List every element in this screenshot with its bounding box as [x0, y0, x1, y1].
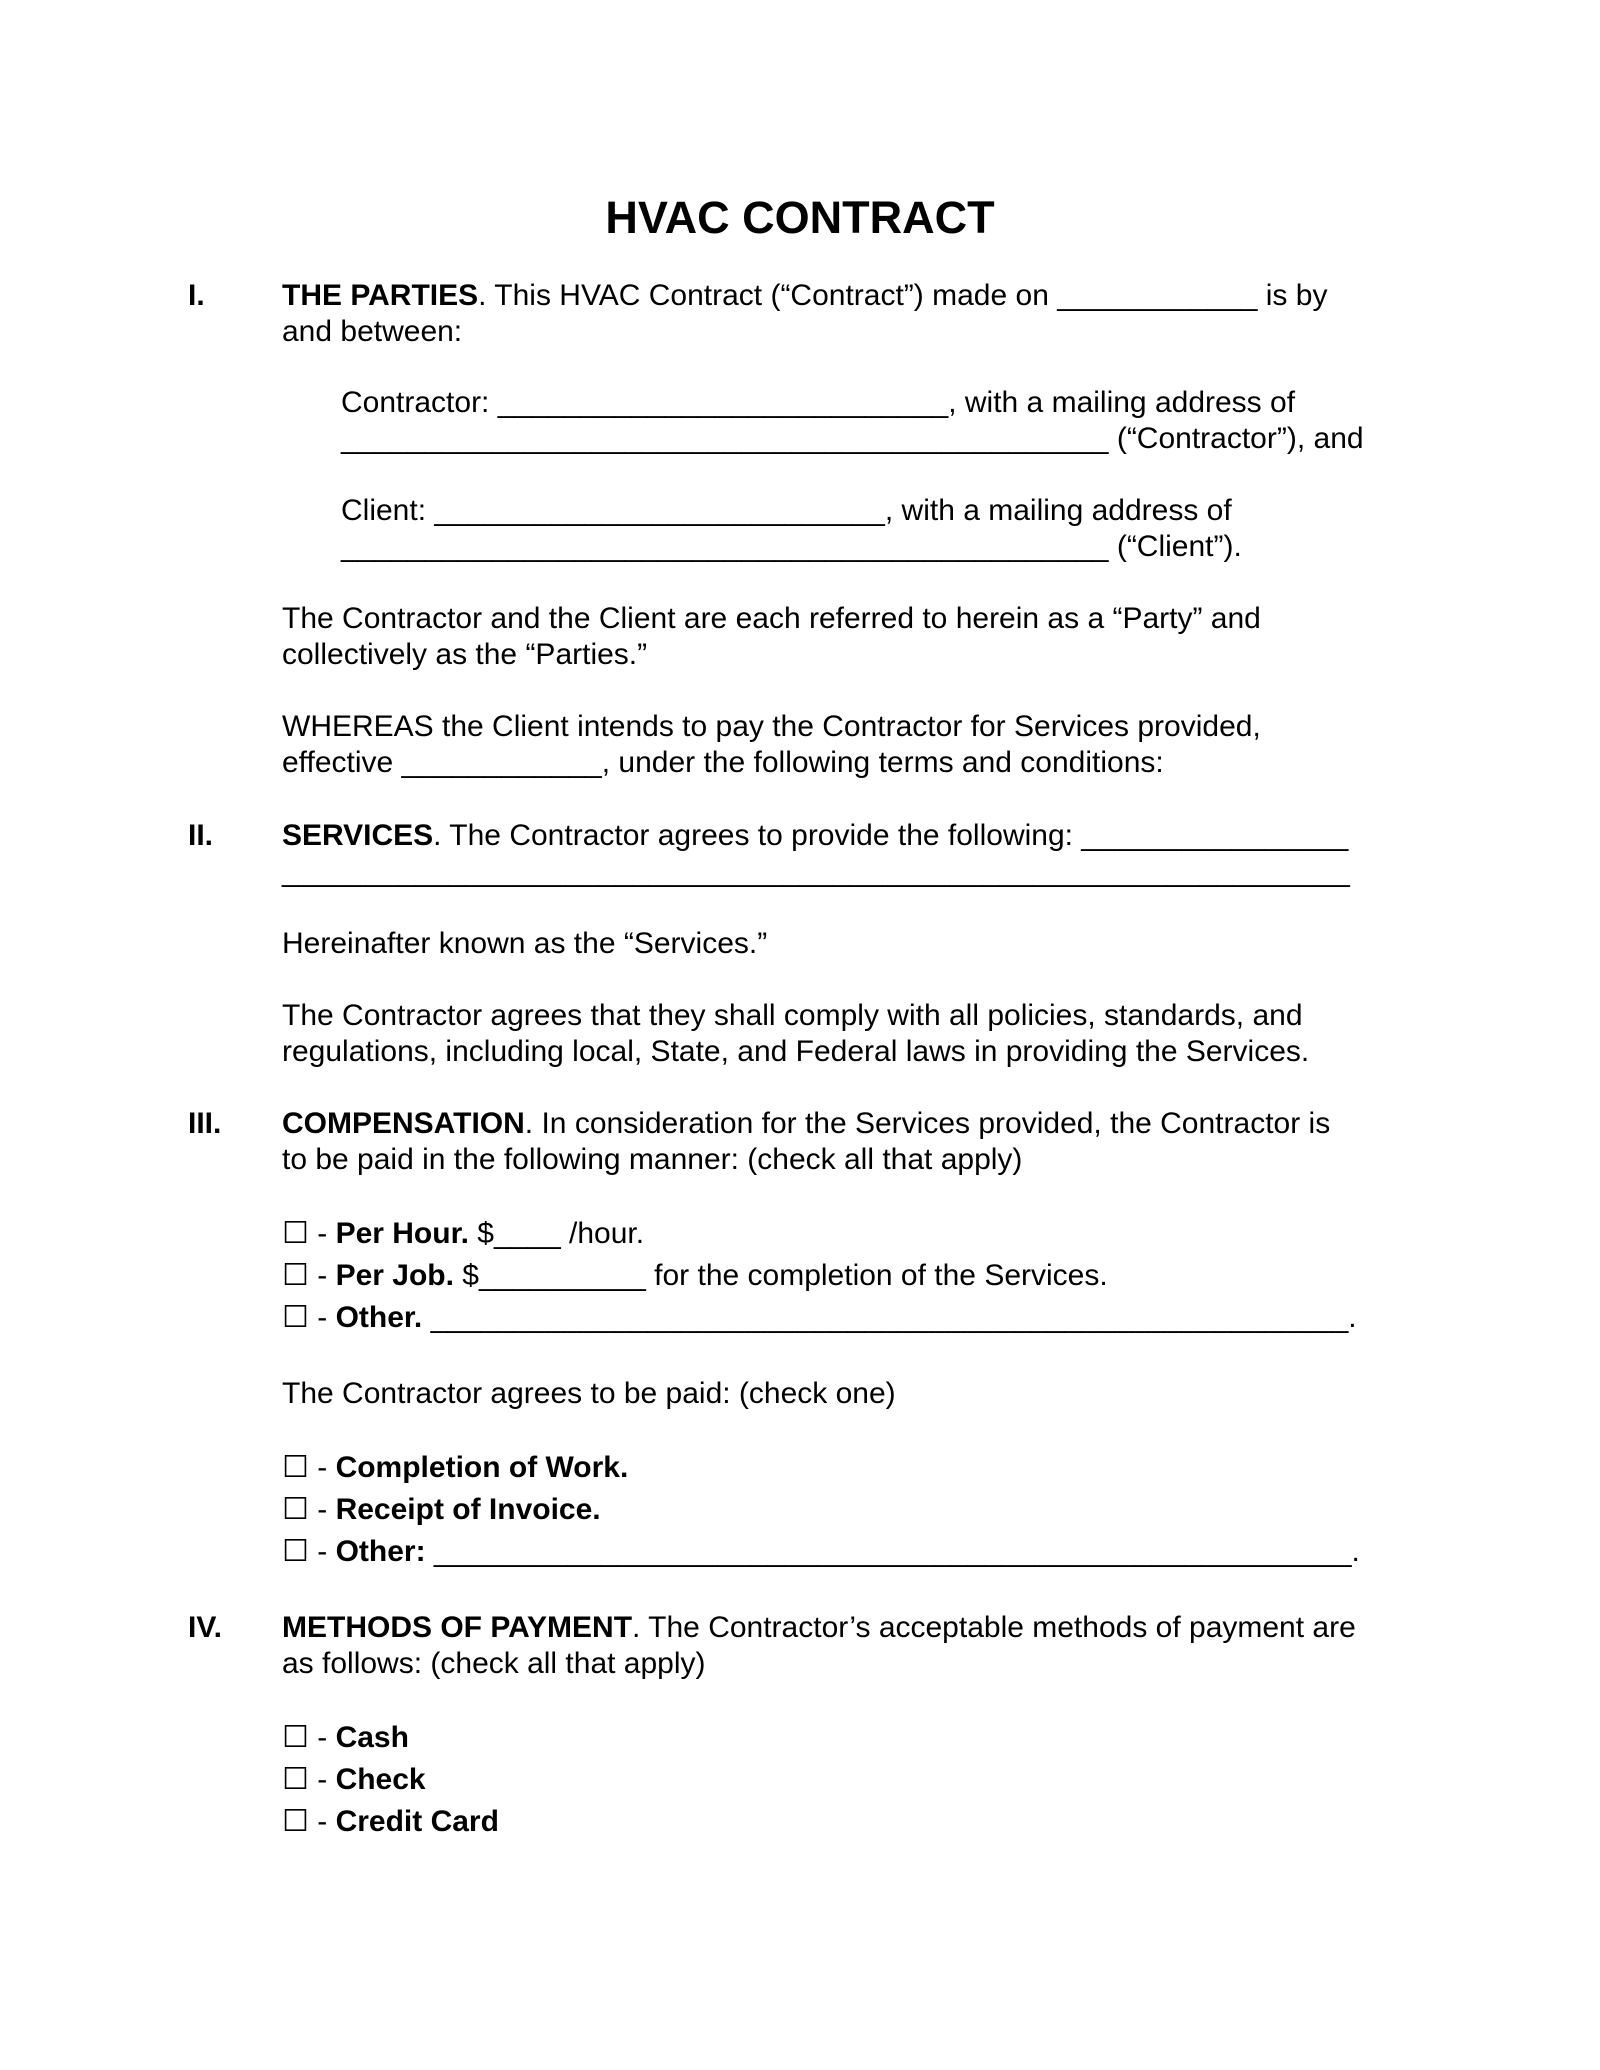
contractor-address-line: ______________________________________________ (“Contractor”), and: [341, 422, 1364, 455]
checkbox-icon[interactable]: ☐ -: [282, 1721, 336, 1754]
section-payment-intro: METHODS OF PAYMENT. The Contractor’s acceptable methods of payment are as follows: (check all that apply): [282, 1611, 1356, 1680]
section-services-intro: SERVICES. The Contractor agrees to provide the following: ________________ ________________________________________________________________: [282, 819, 1350, 888]
compensation-option-per-job[interactable]: ☐ - Per Job. $__________ for the completion of the Services.: [282, 1259, 1108, 1292]
section-number-services: II.: [188, 819, 214, 852]
checkbox-icon[interactable]: ☐ -: [282, 1259, 336, 1292]
compensation-option-other[interactable]: ☐ - Other. _______________________________________________________.: [282, 1301, 1357, 1334]
checkbox-icon[interactable]: ☐ -: [282, 1535, 336, 1568]
section-compensation-intro: COMPENSATION. In consideration for the Services provided, the Contractor is to be paid in the following manner: (check all that apply): [282, 1107, 1331, 1176]
client-name-line: Client: ___________________________, with a mailing address of: [341, 494, 1232, 527]
checkbox-icon[interactable]: ☐ -: [282, 1763, 336, 1796]
section-heading-services: SERVICES: [282, 819, 434, 852]
checkbox-icon[interactable]: ☐ -: [282, 1805, 336, 1838]
checkbox-icon[interactable]: ☐ -: [282, 1493, 336, 1526]
document-title: HVAC CONTRACT: [605, 192, 995, 243]
whereas-clause: WHEREAS the Client intends to pay the Contractor for Services provided, effective ____________, under the following terms and conditions:: [282, 710, 1261, 779]
client-address-line: ______________________________________________ (“Client”).: [341, 530, 1242, 563]
section-number-parties: I.: [188, 279, 205, 312]
paid-intro: The Contractor agrees to be paid: (check one): [282, 1377, 896, 1410]
paid-option-completion[interactable]: ☐ - Completion of Work.: [282, 1451, 629, 1484]
section-parties-intro: THE PARTIES. This HVAC Contract (“Contract”) made on ____________ is by and between:: [282, 279, 1328, 348]
payment-option-credit-card[interactable]: ☐ - Credit Card: [282, 1805, 499, 1838]
checkbox-icon[interactable]: ☐ -: [282, 1217, 336, 1250]
contractor-name-line: Contractor: ___________________________, with a mailing address of: [341, 386, 1296, 419]
paid-option-other[interactable]: ☐ - Other: _______________________________________________________.: [282, 1535, 1360, 1568]
payment-options: [282, 1720, 1422, 1846]
parties-definition: The Contractor and the Client are each referred to herein as a “Party” and collectively as the “Parties.”: [282, 602, 1261, 671]
compensation-options: [282, 1216, 1422, 1342]
section-heading-compensation: COMPENSATION: [282, 1107, 525, 1140]
paid-option-invoice[interactable]: ☐ - Receipt of Invoice.: [282, 1493, 601, 1526]
payment-option-cash[interactable]: ☐ - Cash: [282, 1721, 409, 1754]
section-number-compensation: III.: [188, 1107, 222, 1140]
paid-options: [282, 1450, 1422, 1576]
compensation-option-per-hour[interactable]: ☐ - Per Hour. $____ /hour.: [282, 1217, 645, 1250]
payment-option-check[interactable]: ☐ - Check: [282, 1763, 426, 1796]
client-info: [341, 493, 1441, 565]
section-heading-parties: THE PARTIES: [282, 279, 479, 312]
section-number-payment: IV.: [188, 1611, 222, 1644]
contractor-info: [341, 385, 1441, 457]
section-heading-payment: METHODS OF PAYMENT: [282, 1611, 633, 1644]
checkbox-icon[interactable]: ☐ -: [282, 1301, 336, 1334]
checkbox-icon[interactable]: ☐ -: [282, 1451, 336, 1484]
services-compliance: The Contractor agrees that they shall comply with all policies, standards, and regulations, including local, State, and Federal laws in providing the Services.: [282, 999, 1310, 1068]
services-known-as: Hereinafter known as the “Services.”: [282, 927, 768, 960]
